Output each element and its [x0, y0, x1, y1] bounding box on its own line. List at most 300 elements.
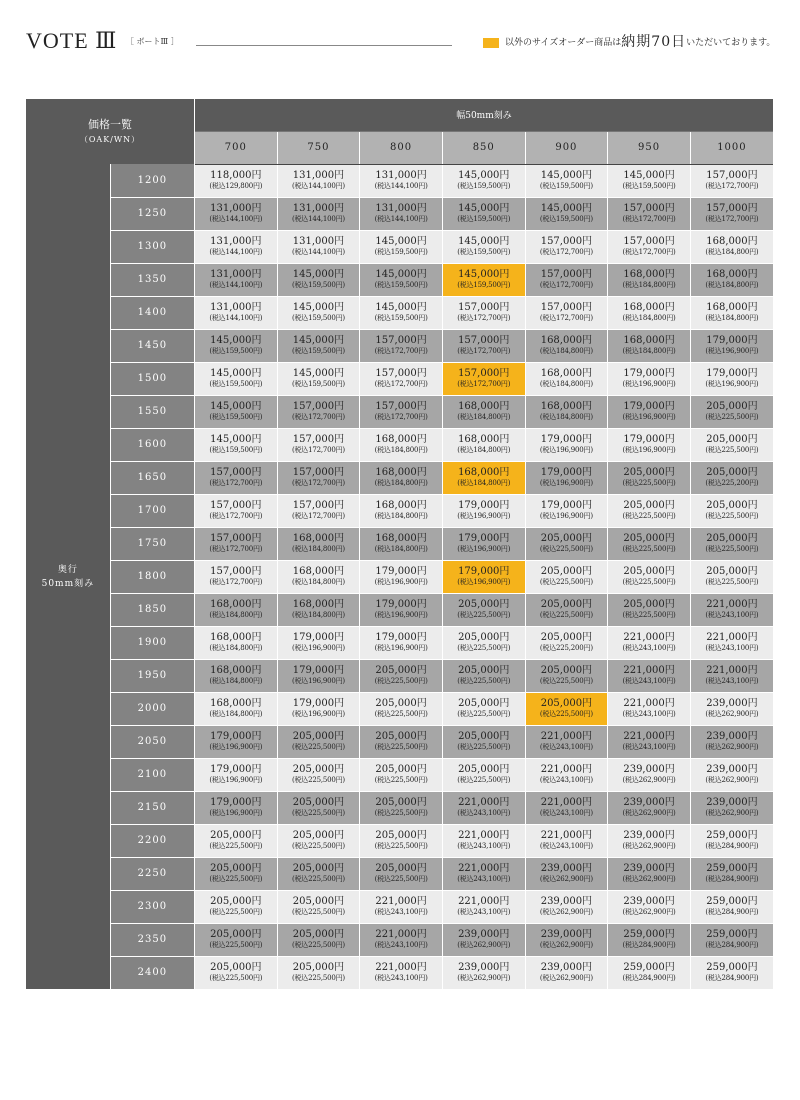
price: 168,000円 — [540, 400, 593, 412]
price-tax-included: (税込144,100円) — [209, 214, 263, 223]
price-cell — [195, 758, 278, 791]
price-cell — [442, 791, 525, 824]
depth-header-1350: 1350 — [110, 263, 194, 296]
price-tax-included: (税込172,700円) — [374, 412, 428, 421]
depth-header-2350: 2350 — [110, 923, 194, 956]
price-tax-included: (税込225,500円) — [291, 874, 345, 883]
table-row — [26, 230, 773, 263]
price-tax-included: (税込159,500円) — [291, 280, 345, 289]
price-tax-included: (税込159,500円) — [539, 181, 593, 190]
price: 157,000円 — [375, 334, 427, 346]
price-cell — [690, 890, 773, 923]
price-cell — [195, 197, 278, 230]
price: 205,000円 — [706, 565, 758, 577]
price-tax-included: (税込196,900円) — [374, 610, 428, 619]
price-tax-included: (税込184,800円) — [705, 313, 759, 322]
price-tax-included: (税込172,700円) — [291, 445, 345, 454]
price-cell — [195, 659, 278, 692]
price-cell — [525, 362, 608, 395]
price-cell — [525, 725, 608, 758]
price-tax-included: (税込225,500円) — [457, 742, 511, 751]
price-cell — [608, 758, 691, 791]
price: 179,000円 — [458, 499, 510, 511]
price: 179,000円 — [210, 796, 262, 808]
price: 205,000円 — [375, 763, 427, 775]
price: 205,000円 — [458, 598, 510, 610]
price-cell — [360, 956, 443, 989]
price-tax-included: (税込159,500円) — [622, 181, 676, 190]
width-band-header: 幅50mm刻み — [195, 99, 774, 131]
price-cell — [525, 857, 608, 890]
price-cell — [442, 428, 525, 461]
price-cell — [360, 626, 443, 659]
price: 239,000円 — [458, 961, 510, 973]
depth-header-1300: 1300 — [110, 230, 194, 263]
price-tax-included: (税込243,100円) — [457, 808, 511, 817]
table-row — [26, 461, 773, 494]
price-tax-included: (税込225,500円) — [209, 973, 263, 982]
price-tax-included: (税込225,500円) — [705, 412, 759, 421]
price-cell — [690, 362, 773, 395]
price-tax-included: (税込262,900円) — [539, 940, 593, 949]
price: 131,000円 — [375, 169, 427, 181]
price-tax-included: (税込172,700円) — [539, 313, 593, 322]
table-row — [26, 626, 773, 659]
price-cell — [690, 461, 773, 494]
price-tax-included: (税込184,800円) — [291, 577, 345, 586]
price-tax-included: (税込225,500円) — [622, 610, 676, 619]
price-tax-included: (税込196,900円) — [457, 544, 511, 553]
price-cell — [277, 857, 360, 890]
price-tax-included: (税込284,900円) — [705, 907, 759, 916]
price: 145,000円 — [623, 169, 675, 181]
price-tax-included: (税込225,500円) — [209, 940, 263, 949]
price-tax-included: (税込172,700円) — [622, 247, 676, 256]
price: 205,000円 — [375, 697, 427, 709]
price: 239,000円 — [706, 730, 758, 742]
price-cell — [690, 428, 773, 461]
price: 221,000円 — [706, 631, 758, 643]
price-tax-included: (税込225,500円) — [705, 511, 759, 520]
price-cell — [195, 263, 278, 296]
price-cell — [442, 824, 525, 857]
price: 239,000円 — [623, 829, 675, 841]
price-cell — [360, 824, 443, 857]
price-cell — [195, 956, 278, 989]
price-cell — [195, 857, 278, 890]
price-tax-included: (税込172,700円) — [291, 412, 345, 421]
price: 145,000円 — [458, 268, 510, 280]
price-tax-included: (税込196,900円) — [209, 742, 263, 751]
price: 179,000円 — [623, 400, 675, 412]
price-cell — [525, 461, 608, 494]
price-cell — [195, 461, 278, 494]
price: 179,000円 — [292, 664, 345, 676]
price-tax-included: (税込184,800円) — [209, 676, 263, 685]
price-cell — [360, 923, 443, 956]
table-corner — [26, 99, 195, 164]
price-tax-included: (税込196,900円) — [457, 577, 511, 586]
price-cell — [608, 659, 691, 692]
price-tax-included: (税込225,500円) — [705, 544, 759, 553]
price: 179,000円 — [210, 730, 262, 742]
price: 205,000円 — [540, 697, 593, 709]
price: 131,000円 — [210, 301, 262, 313]
price-cell — [608, 593, 691, 626]
price-cell — [360, 461, 443, 494]
price-tax-included: (税込196,900円) — [209, 775, 263, 784]
price-tax-included: (税込225,500円) — [622, 544, 676, 553]
price: 239,000円 — [623, 796, 675, 808]
price-cell — [525, 230, 608, 263]
price-tax-included: (税込225,500円) — [374, 742, 428, 751]
price-cell — [525, 428, 608, 461]
price-cell — [360, 395, 443, 428]
price-cell — [608, 527, 691, 560]
price-cell — [277, 197, 360, 230]
table-row — [26, 725, 773, 758]
price: 205,000円 — [623, 466, 675, 478]
width-header-900: 900 — [525, 131, 608, 164]
price-cell — [442, 494, 525, 527]
price-tax-included: (税込129,800円) — [209, 181, 263, 190]
price: 221,000円 — [375, 928, 427, 940]
price-tax-included: (税込262,900円) — [539, 973, 593, 982]
price-tax-included: (税込262,900円) — [705, 742, 759, 751]
price-tax-included: (税込196,900円) — [374, 577, 428, 586]
table-row — [26, 593, 773, 626]
price: 131,000円 — [210, 268, 262, 280]
lead-time-note — [505, 32, 775, 53]
price-cell — [690, 857, 773, 890]
price-tax-included: (税込196,900円) — [291, 676, 345, 685]
price: 157,000円 — [375, 367, 427, 379]
price: 157,000円 — [210, 532, 262, 544]
price-tax-included: (税込159,500円) — [209, 379, 263, 388]
corner-subtitle: （OAK/WN） — [79, 134, 141, 144]
depth-header-1250: 1250 — [110, 197, 194, 230]
price: 221,000円 — [540, 796, 593, 808]
price-cell — [277, 659, 360, 692]
table-row — [26, 758, 773, 791]
price: 145,000円 — [540, 202, 593, 214]
table-row — [26, 494, 773, 527]
price-tax-included: (税込184,800円) — [539, 379, 593, 388]
price-cell — [195, 626, 278, 659]
table-row — [26, 362, 773, 395]
depth-label-step: 50mm刻み — [41, 578, 95, 589]
table-row — [26, 164, 773, 197]
price: 145,000円 — [292, 268, 345, 280]
price-tax-included: (税込184,800円) — [291, 544, 345, 553]
price-tax-included: (税込184,800円) — [457, 445, 511, 454]
price: 145,000円 — [292, 367, 345, 379]
price: 221,000円 — [623, 730, 675, 742]
price-cell — [442, 395, 525, 428]
price-cell — [690, 296, 773, 329]
price: 205,000円 — [292, 961, 345, 973]
price: 239,000円 — [706, 697, 758, 709]
price-tax-included: (税込144,100円) — [209, 247, 263, 256]
price-tax-included: (税込225,500円) — [291, 808, 345, 817]
price-cell — [608, 494, 691, 527]
price-cell — [277, 461, 360, 494]
price-tax-included: (税込243,100円) — [705, 643, 759, 652]
price-tax-included: (税込144,100円) — [374, 181, 428, 190]
page-header — [0, 0, 800, 60]
depth-header-2100: 2100 — [110, 758, 194, 791]
price-tax-included: (税込262,900円) — [622, 841, 676, 850]
price-tax-included: (税込172,700円) — [374, 379, 428, 388]
price-cell — [690, 791, 773, 824]
price-cell — [608, 263, 691, 296]
price-tax-included: (税込159,500円) — [457, 214, 511, 223]
price-cell-highlighted — [442, 461, 525, 494]
price: 168,000円 — [540, 334, 593, 346]
price-cell-highlighted — [442, 362, 525, 395]
price-tax-included: (税込262,900円) — [705, 808, 759, 817]
price-cell — [277, 428, 360, 461]
price-cell — [525, 890, 608, 923]
price-table — [26, 99, 773, 990]
table-row — [26, 560, 773, 593]
price-cell — [442, 626, 525, 659]
price: 259,000円 — [706, 862, 758, 874]
price: 205,000円 — [375, 796, 427, 808]
price: 157,000円 — [210, 466, 262, 478]
price-cell — [277, 824, 360, 857]
price-tax-included: (税込225,500円) — [374, 841, 428, 850]
price-cell — [608, 923, 691, 956]
price: 259,000円 — [623, 928, 675, 940]
price-cell — [195, 890, 278, 923]
price: 205,000円 — [540, 532, 593, 544]
price-cell — [277, 791, 360, 824]
price-tax-included: (税込225,500円) — [291, 775, 345, 784]
price-tax-included: (税込184,800円) — [705, 247, 759, 256]
price: 259,000円 — [623, 961, 675, 973]
price-tax-included: (税込196,900円) — [291, 643, 345, 652]
price-cell — [690, 329, 773, 362]
price: 239,000円 — [623, 895, 675, 907]
price-cell — [195, 395, 278, 428]
price: 205,000円 — [210, 862, 262, 874]
price: 157,000円 — [540, 268, 593, 280]
price: 205,000円 — [458, 763, 510, 775]
price-tax-included: (税込184,800円) — [457, 478, 511, 487]
price-cell — [195, 527, 278, 560]
price-tax-included: (税込184,800円) — [374, 445, 428, 454]
price: 221,000円 — [458, 829, 510, 841]
price-tax-included: (税込243,100円) — [374, 907, 428, 916]
price-cell — [608, 857, 691, 890]
price-tax-included: (税込184,800円) — [374, 544, 428, 553]
price-cell — [360, 725, 443, 758]
price-cell — [525, 164, 608, 197]
price-cell — [608, 824, 691, 857]
price: 131,000円 — [292, 202, 345, 214]
price-tax-included: (税込196,900円) — [209, 808, 263, 817]
depth-header-1550: 1550 — [110, 395, 194, 428]
price: 205,000円 — [210, 829, 262, 841]
price: 239,000円 — [540, 961, 593, 973]
width-header-850: 850 — [442, 131, 525, 164]
price-cell — [525, 494, 608, 527]
price-tax-included: (税込144,100円) — [374, 214, 428, 223]
price-tax-included: (税込284,900円) — [705, 940, 759, 949]
price-tax-included: (税込172,700円) — [539, 280, 593, 289]
price-tax-included: (税込159,500円) — [209, 346, 263, 355]
price-tax-included: (税込225,500円) — [209, 841, 263, 850]
price: 239,000円 — [706, 763, 758, 775]
price-cell — [608, 956, 691, 989]
price-tax-included: (税込172,700円) — [291, 511, 345, 520]
price: 205,000円 — [292, 895, 345, 907]
price: 205,000円 — [375, 829, 427, 841]
price-cell — [277, 692, 360, 725]
price-cell — [690, 164, 773, 197]
price-cell — [195, 791, 278, 824]
price: 205,000円 — [623, 499, 675, 511]
price-cell — [690, 395, 773, 428]
price-cell — [277, 593, 360, 626]
price-cell — [608, 560, 691, 593]
price: 168,000円 — [458, 400, 510, 412]
price-tax-included: (税込243,100円) — [622, 676, 676, 685]
price-cell — [690, 230, 773, 263]
price-tax-included: (税込284,900円) — [622, 973, 676, 982]
price: 205,000円 — [706, 532, 758, 544]
price-cell — [277, 956, 360, 989]
price-tax-included: (税込196,900円) — [374, 643, 428, 652]
price-cell-highlighted — [442, 263, 525, 296]
price-cell — [690, 560, 773, 593]
price-tax-included: (税込184,800円) — [374, 511, 428, 520]
price-cell — [608, 626, 691, 659]
price-tax-included: (税込144,100円) — [291, 181, 345, 190]
price: 239,000円 — [706, 796, 758, 808]
price-cell — [195, 923, 278, 956]
price: 239,000円 — [540, 895, 593, 907]
price: 168,000円 — [458, 433, 510, 445]
price-tax-included: (税込243,100円) — [539, 742, 593, 751]
price: 179,000円 — [458, 532, 510, 544]
price: 205,000円 — [623, 532, 675, 544]
price-cell — [277, 626, 360, 659]
table-row — [26, 791, 773, 824]
price-cell-highlighted — [442, 560, 525, 593]
price: 179,000円 — [540, 433, 593, 445]
price-tax-included: (税込172,700円) — [209, 511, 263, 520]
price: 221,000円 — [458, 862, 510, 874]
table-row — [26, 857, 773, 890]
price-cell — [360, 164, 443, 197]
price: 145,000円 — [210, 433, 262, 445]
price-cell — [690, 494, 773, 527]
price-tax-included: (税込225,500円) — [374, 808, 428, 817]
price-cell — [195, 428, 278, 461]
price-tax-included: (税込225,500円) — [457, 676, 511, 685]
price-cell — [277, 923, 360, 956]
price-tax-included: (税込225,500円) — [209, 907, 263, 916]
price: 179,000円 — [623, 367, 675, 379]
price-cell — [442, 725, 525, 758]
table-row — [26, 923, 773, 956]
price-cell — [525, 626, 608, 659]
price: 168,000円 — [210, 598, 262, 610]
price-cell — [360, 230, 443, 263]
price: 205,000円 — [210, 961, 262, 973]
price-tax-included: (税込144,100円) — [209, 313, 263, 322]
price-tax-included: (税込225,500円) — [539, 544, 593, 553]
price: 157,000円 — [292, 499, 345, 511]
price-cell — [360, 428, 443, 461]
price: 168,000円 — [292, 532, 345, 544]
price-cell — [195, 329, 278, 362]
price-cell — [277, 395, 360, 428]
price: 205,000円 — [458, 730, 510, 742]
price-cell — [195, 494, 278, 527]
price: 205,000円 — [375, 664, 427, 676]
price-tax-included: (税込159,500円) — [457, 181, 511, 190]
price: 239,000円 — [623, 862, 675, 874]
price-cell — [525, 758, 608, 791]
price-tax-included: (税込196,900円) — [622, 412, 676, 421]
price-cell — [525, 923, 608, 956]
price: 221,000円 — [540, 730, 593, 742]
table-row — [26, 659, 773, 692]
depth-header-1500: 1500 — [110, 362, 194, 395]
price-cell — [442, 857, 525, 890]
price: 179,000円 — [292, 697, 345, 709]
price: 205,000円 — [706, 466, 758, 478]
price: 205,000円 — [375, 730, 427, 742]
price-tax-included: (税込243,100円) — [539, 808, 593, 817]
price: 205,000円 — [458, 631, 510, 643]
depth-header-1700: 1700 — [110, 494, 194, 527]
price: 145,000円 — [375, 301, 427, 313]
price-tax-included: (税込225,500円) — [291, 841, 345, 850]
price-cell — [608, 791, 691, 824]
depth-header-1650: 1650 — [110, 461, 194, 494]
depth-header-2050: 2050 — [110, 725, 194, 758]
price: 157,000円 — [540, 301, 593, 313]
price: 145,000円 — [210, 400, 262, 412]
price-cell — [525, 296, 608, 329]
price-tax-included: (税込172,700円) — [209, 577, 263, 586]
price-tax-included: (税込172,700円) — [374, 346, 428, 355]
price-cell — [525, 197, 608, 230]
price: 157,000円 — [210, 499, 262, 511]
price: 157,000円 — [458, 301, 510, 313]
price-tax-included: (税込184,800円) — [291, 610, 345, 619]
price-tax-included: (税込159,500円) — [291, 379, 345, 388]
price: 221,000円 — [375, 961, 427, 973]
price-cell — [690, 692, 773, 725]
price: 157,000円 — [623, 235, 675, 247]
price-cell — [690, 197, 773, 230]
price: 221,000円 — [458, 796, 510, 808]
price-cell — [690, 263, 773, 296]
price: 221,000円 — [706, 664, 758, 676]
table-row — [26, 296, 773, 329]
price-cell — [277, 230, 360, 263]
price: 239,000円 — [540, 862, 593, 874]
width-header-950: 950 — [608, 131, 691, 164]
price: 205,000円 — [706, 433, 758, 445]
price-tax-included: (税込159,500円) — [374, 313, 428, 322]
price-tax-included: (税込184,800円) — [622, 280, 676, 289]
